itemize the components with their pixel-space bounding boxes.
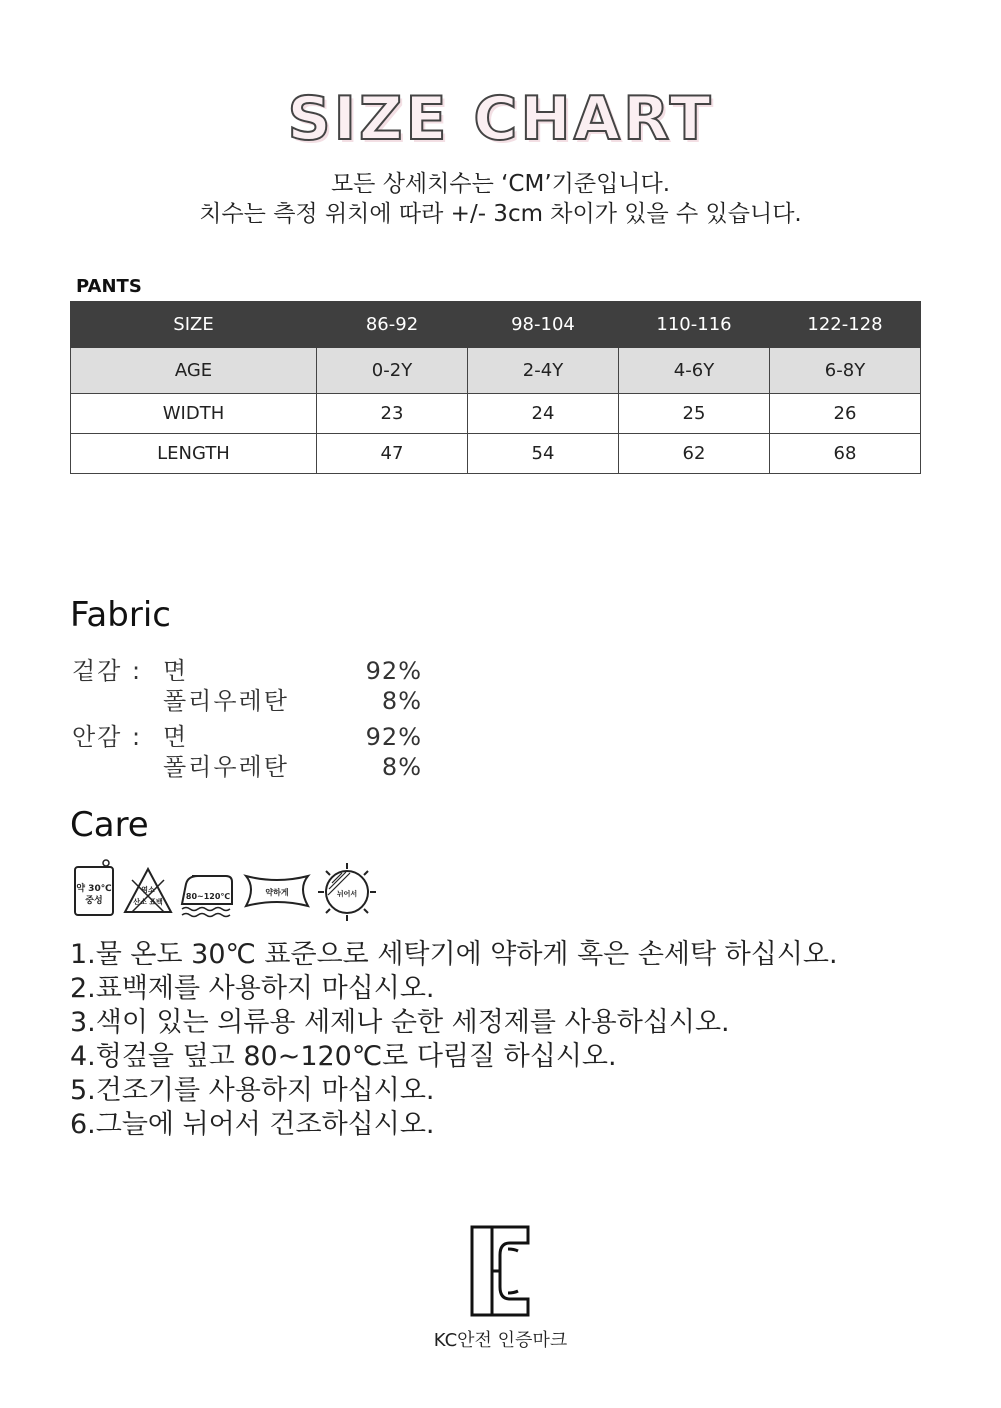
fabric-outer-percent-2: 8% — [381, 687, 422, 715]
table-cell: 25 — [619, 394, 770, 434]
fabric-lining-label: 안감 : — [72, 723, 143, 751]
table-cell: 4-6Y — [619, 348, 770, 394]
no-bleach-icon — [122, 866, 174, 916]
no-bleach-text-2: 산소 표백 — [133, 898, 163, 906]
table-cell: 0-2Y — [317, 348, 468, 394]
hand-wash-text-2: 중성 — [85, 896, 103, 906]
table-cell: 62 — [619, 434, 770, 474]
shade-dry-icon — [316, 861, 378, 923]
fabric-outer-percent-1: 92% — [365, 657, 422, 685]
table-cell: 68 — [770, 434, 921, 474]
fabric-lining-percent-2: 8% — [381, 753, 422, 781]
table-cell: LENGTH — [71, 434, 317, 474]
fabric-lining-material-1: 면 — [163, 723, 189, 751]
table-cell: 110-116 — [619, 302, 770, 348]
subtitle-unit-note: 모든 상세치수는 ‘CM’기준입니다. — [330, 171, 671, 197]
table-cell: 24 — [468, 394, 619, 434]
table-cell: AGE — [71, 348, 317, 394]
care-heading: Care — [70, 805, 149, 845]
table-cell: WIDTH — [71, 394, 317, 434]
fabric-lining-percent-1: 92% — [365, 723, 422, 751]
size-table — [70, 301, 921, 474]
care-instruction-2: 2.표백제를 사용하지 마십시오. — [70, 973, 435, 1004]
care-instruction-5: 5.건조기를 사용하지 마십시오. — [70, 1075, 435, 1106]
fabric-outer-material-1: 면 — [163, 657, 189, 685]
iron-text: 80~120℃ — [185, 892, 231, 901]
hand-wash-text-1: 약 30℃ — [76, 884, 112, 894]
table-row-age — [71, 348, 921, 394]
care-instruction-1: 1.물 온도 30℃ 표준으로 세탁기에 약하게 혹은 손세탁 하십시오. — [70, 939, 838, 970]
care-instructions-list — [70, 938, 838, 1142]
table-cell: 6-8Y — [770, 348, 921, 394]
fabric-outer-material-2: 폴리우레탄 — [163, 687, 289, 715]
section-label-pants: PANTS — [76, 276, 142, 297]
table-cell: SIZE — [71, 302, 317, 348]
table-cell: 2-4Y — [468, 348, 619, 394]
fabric-heading: Fabric — [70, 595, 171, 635]
no-bleach-text-1: 염소 — [141, 886, 155, 894]
table-cell: 98-104 — [468, 302, 619, 348]
hand-wash-icon — [72, 858, 116, 918]
iron-icon — [178, 866, 240, 918]
table-cell: 47 — [317, 434, 468, 474]
table-row-length — [71, 434, 921, 474]
kc-mark-icon — [470, 1225, 532, 1317]
shade-dry-text: 뉘어서 — [336, 890, 358, 898]
page-title: SIZE CHART — [287, 84, 714, 154]
care-instruction-6: 6.그늘에 뉘어서 건조하십시오. — [70, 1109, 435, 1140]
care-instruction-3: 3.색이 있는 의류용 세제나 순한 세정제를 사용하십시오. — [70, 1007, 730, 1038]
fabric-lining-material-2: 폴리우레탄 — [163, 753, 289, 781]
table-cell: 86-92 — [317, 302, 468, 348]
gentle-wring-icon — [242, 870, 312, 912]
fabric-outer-label: 겉감 : — [72, 657, 143, 685]
table-cell: 122-128 — [770, 302, 921, 348]
care-instruction-4: 4.헝겊을 덮고 80~120℃로 다림질 하십시오. — [70, 1041, 617, 1072]
table-row-width — [71, 394, 921, 434]
table-cell: 54 — [468, 434, 619, 474]
gentle-wring-text: 약하게 — [265, 888, 289, 897]
subtitle-tolerance-note: 치수는 측정 위치에 따라 +/- 3cm 차이가 있을 수 있습니다. — [199, 201, 802, 227]
table-row-size — [71, 302, 921, 348]
kc-caption: KC안전 인증마크 — [433, 1330, 568, 1351]
table-cell: 26 — [770, 394, 921, 434]
table-cell: 23 — [317, 394, 468, 434]
